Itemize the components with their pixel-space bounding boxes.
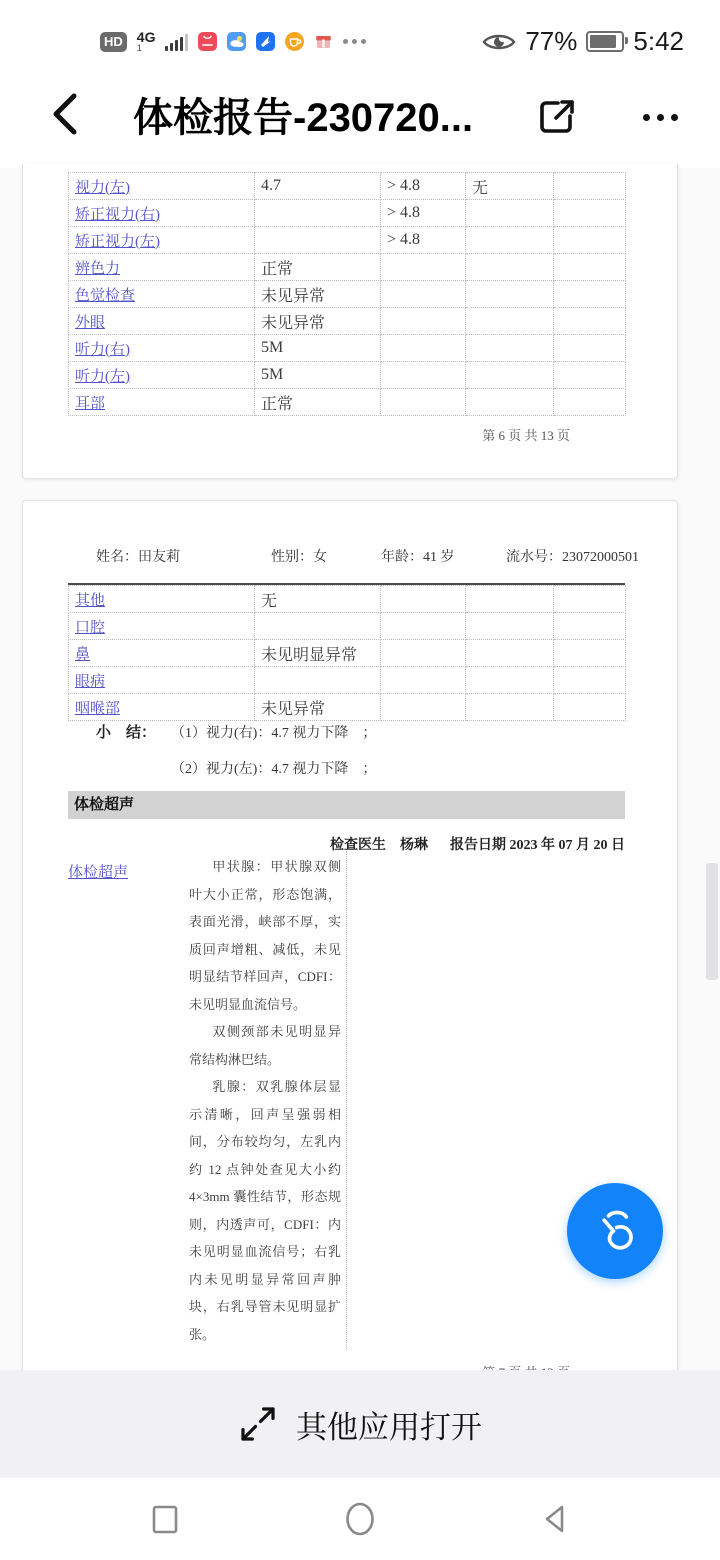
open-with-label: 其他应用打开 bbox=[296, 1409, 482, 1445]
section-header-ultrasound: 体检超声 bbox=[68, 791, 625, 819]
exam-item-link[interactable]: 视力(左) bbox=[75, 179, 130, 196]
clock-label: 5:42 bbox=[633, 26, 684, 56]
patient-serial: 流水号：23072000501 bbox=[506, 550, 639, 565]
back-button[interactable] bbox=[44, 90, 88, 138]
more-options-button[interactable] bbox=[634, 102, 686, 132]
scrollbar-thumb[interactable] bbox=[706, 863, 718, 980]
summary-label: 小 结： bbox=[96, 725, 157, 741]
patient-age: 年龄：41 岁 bbox=[381, 550, 455, 565]
column-divider bbox=[346, 851, 347, 1349]
report-paragraph: 乳腺：双乳腺体层显示清晰，回声呈强弱相间，分布较均匀，左乳内约 12 点钟处查见大小约 4×3mm 囊性结节，形态规则，内透声可，CDFI：内未见明显血流信号；右乳内未见明显异常回声肿块，右乳导管未见明显扩张。 bbox=[189, 1079, 341, 1342]
exam-item-link[interactable]: 矫正视力(右) bbox=[75, 206, 160, 223]
page-number-footer: 第 6 页 共 13 页 bbox=[482, 428, 570, 443]
expand-arrows-icon bbox=[238, 1404, 278, 1444]
exam-item-link[interactable]: 其他 bbox=[75, 592, 106, 609]
android-navigation-bar bbox=[0, 1478, 720, 1560]
status-bar bbox=[0, 0, 720, 60]
document-title: 体检报告-230720... bbox=[133, 96, 474, 140]
ultrasound-item-link[interactable]: 体检超声 bbox=[68, 865, 129, 881]
gesture-hand-icon bbox=[589, 1205, 641, 1257]
table-row bbox=[69, 613, 626, 640]
exam-item-link[interactable]: 眼病 bbox=[75, 673, 106, 690]
table-row: 鼻 未见明显异常 bbox=[69, 640, 626, 667]
package-app-notification-icon bbox=[314, 32, 333, 51]
table-row: 视力(左) 4.7 > 4.8 无 bbox=[69, 173, 626, 200]
table-row: 外眼 未见异常 bbox=[69, 308, 626, 335]
exam-item-link[interactable]: 鼻 bbox=[75, 646, 91, 663]
home-button[interactable] bbox=[343, 1500, 377, 1538]
exam-item-link[interactable]: 听力(右) bbox=[75, 341, 130, 358]
network-type-label: 4G bbox=[136, 29, 156, 45]
table-row: 其他 无 bbox=[69, 586, 626, 613]
report-paragraph: 双侧颈部未见明显异常结构淋巴结。 bbox=[189, 1024, 341, 1067]
exam-item-link[interactable]: 口腔 bbox=[75, 619, 106, 636]
sim-label: 1 bbox=[136, 43, 142, 53]
doctor-date-line bbox=[330, 834, 625, 854]
table-row: 辨色力 正常 bbox=[69, 254, 626, 281]
network-indicator bbox=[137, 30, 156, 53]
battery-percent-label: 77% bbox=[525, 26, 578, 56]
table-row: 咽喉部 未见异常 bbox=[69, 694, 626, 721]
exam-item-link[interactable]: 外眼 bbox=[75, 314, 106, 331]
summary-line-1: （1）视力(右)：4.7 视力下降 ； bbox=[171, 726, 377, 741]
wing-app-notification-icon bbox=[256, 32, 275, 51]
teacup-app-notification-icon bbox=[285, 32, 304, 51]
table-row: 耳部 正常 bbox=[69, 389, 626, 416]
table-row: 听力(右) 5M bbox=[69, 335, 626, 362]
exam-item-link[interactable]: 辨色力 bbox=[75, 260, 121, 277]
exam-table-page7 bbox=[68, 585, 626, 721]
patient-name: 姓名：田友莉 bbox=[96, 550, 180, 565]
exam-item-link[interactable]: 咽喉部 bbox=[75, 700, 121, 717]
table-row: 矫正视力(左) > 4.8 bbox=[69, 227, 626, 254]
more-notifications-icon bbox=[343, 39, 366, 44]
open-with-bar[interactable] bbox=[0, 1370, 720, 1478]
exam-item-link[interactable]: 色觉检查 bbox=[75, 287, 136, 304]
exam-item-link[interactable]: 耳部 bbox=[75, 395, 106, 412]
report-paragraph: 甲状腺：甲状腺双侧叶大小正常，形态饱满，表面光滑，峡部不厚，实质回声增粗、减低，未见明显结节样回声，CDFI：未见明显血流信号。 bbox=[189, 859, 341, 1012]
exam-item-link[interactable]: 听力(左) bbox=[75, 368, 130, 385]
back-nav-button[interactable] bbox=[540, 1502, 570, 1536]
battery-icon bbox=[586, 31, 624, 52]
exam-doctor: 检查医生 杨琳 bbox=[330, 838, 428, 853]
summary-line-2: （2）视力(左)：4.7 视力下降 ； bbox=[171, 762, 377, 777]
gesture-fab-button[interactable] bbox=[567, 1183, 663, 1279]
exam-table-page6 bbox=[68, 172, 626, 416]
table-row: 色觉检查 未见异常 bbox=[69, 281, 626, 308]
share-icon[interactable] bbox=[534, 94, 580, 140]
weather-notification-icon bbox=[227, 32, 246, 51]
appgallery-notification-icon bbox=[198, 32, 217, 51]
table-row: 听力(左) 5M bbox=[69, 362, 626, 389]
signal-strength-icon bbox=[165, 33, 188, 51]
pdf-page-6 bbox=[22, 164, 678, 479]
hd-icon: HD bbox=[100, 32, 127, 52]
eye-comfort-icon bbox=[482, 30, 516, 54]
table-row bbox=[69, 667, 626, 694]
recents-button[interactable] bbox=[150, 1502, 180, 1536]
report-date: 报告日期 2023 年 07 月 20 日 bbox=[450, 838, 625, 853]
title-bar bbox=[0, 60, 720, 168]
patient-sex: 性别：女 bbox=[271, 550, 327, 565]
exam-item-link[interactable]: 矫正视力(左) bbox=[75, 233, 160, 250]
table-row: 矫正视力(右) > 4.8 bbox=[69, 200, 626, 227]
